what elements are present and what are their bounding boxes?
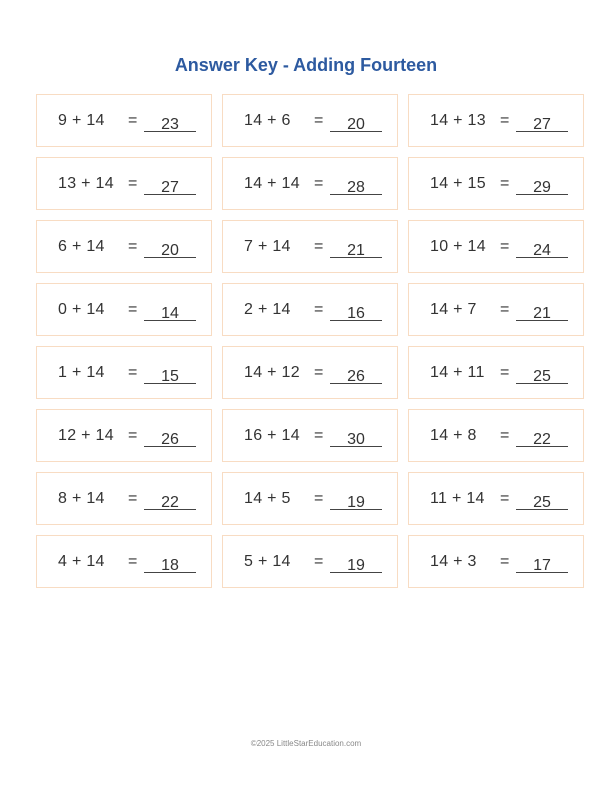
problem-expression-wrap: [425, 175, 505, 193]
page-title: Answer Key - Adding Fourteen: [174, 55, 438, 75]
problem-expression: 14 + 6: [244, 112, 291, 129]
problem-expression-wrap: [53, 301, 133, 319]
equals-sign: =: [128, 301, 138, 318]
problem-expression: 14 + 12: [244, 364, 300, 381]
problem-expression-wrap: [53, 238, 133, 256]
problem-expression-wrap: [53, 553, 133, 571]
problem-cell: [408, 94, 584, 147]
problem-expression: 14 + 5: [244, 490, 291, 507]
equals-sign: =: [500, 175, 510, 192]
problem-expression: 13 + 14: [58, 175, 114, 192]
problem-cell: [36, 409, 212, 462]
equals-sign: =: [314, 301, 324, 318]
equals-sign: =: [314, 364, 324, 381]
problem-cell: [408, 220, 584, 273]
problem-expression-wrap: [425, 301, 505, 319]
problem-cell: [36, 346, 212, 399]
problem-expression: 11 + 14: [430, 490, 485, 507]
problem-expression-wrap: [53, 112, 133, 130]
problem-expression-wrap: [239, 553, 319, 571]
problem-expression-wrap: [239, 238, 319, 256]
problem-cell: [408, 409, 584, 462]
answer-value: 22: [144, 492, 196, 510]
problem-expression: 16 + 14: [244, 427, 300, 444]
equals-sign: =: [314, 112, 324, 129]
problem-cell: [222, 409, 398, 462]
problem-expression: 14 + 7: [430, 301, 477, 318]
equals-sign: =: [500, 427, 510, 444]
answer-value: 25: [516, 366, 568, 384]
problem-expression: 0 + 14: [58, 301, 105, 318]
problem-expression-wrap: [425, 238, 505, 256]
equals-sign: =: [314, 238, 324, 255]
equals-sign: =: [500, 301, 510, 318]
problem-cell: [36, 220, 212, 273]
equals-sign: =: [500, 112, 510, 129]
problem-expression: 14 + 11: [430, 364, 485, 381]
problem-expression-wrap: [239, 175, 319, 193]
problem-cell: [408, 535, 584, 588]
problem-expression-wrap: [53, 175, 133, 193]
problem-expression-wrap: [53, 364, 133, 382]
answer-value: 21: [330, 240, 382, 258]
problem-expression: 12 + 14: [58, 427, 114, 444]
answer-value: 27: [144, 177, 196, 195]
problem-cell: [222, 472, 398, 525]
problem-expression-wrap: [239, 427, 319, 445]
answer-value: 19: [330, 555, 382, 573]
problem-cell: [36, 94, 212, 147]
problem-cell: [408, 283, 584, 336]
problem-expression: 5 + 14: [244, 553, 291, 570]
answer-value: 26: [330, 366, 382, 384]
problem-expression-wrap: [425, 490, 505, 508]
answer-value: 30: [330, 429, 382, 447]
equals-sign: =: [500, 490, 510, 507]
problem-grid: [36, 94, 584, 588]
problem-cell: [222, 220, 398, 273]
equals-sign: =: [128, 364, 138, 381]
problem-expression: 14 + 3: [430, 553, 477, 570]
answer-value: 20: [330, 114, 382, 132]
answer-value: 29: [516, 177, 568, 195]
equals-sign: =: [314, 427, 324, 444]
problem-cell: [408, 472, 584, 525]
answer-value: 28: [330, 177, 382, 195]
answer-value: 21: [516, 303, 568, 321]
problem-expression-wrap: [239, 301, 319, 319]
answer-value: 19: [330, 492, 382, 510]
problem-cell: [222, 94, 398, 147]
problem-expression-wrap: [239, 490, 319, 508]
equals-sign: =: [314, 490, 324, 507]
equals-sign: =: [128, 238, 138, 255]
answer-value: 18: [144, 555, 196, 573]
problem-expression: 14 + 15: [430, 175, 486, 192]
problem-expression: 14 + 13: [430, 112, 486, 129]
answer-value: 24: [516, 240, 568, 258]
problem-expression: 8 + 14: [58, 490, 105, 507]
equals-sign: =: [128, 175, 138, 192]
problem-cell: [36, 535, 212, 588]
problem-expression: 14 + 14: [244, 175, 300, 192]
problem-cell: [36, 283, 212, 336]
problem-expression: 10 + 14: [430, 238, 486, 255]
problem-expression: 4 + 14: [58, 553, 105, 570]
answer-value: 14: [144, 303, 196, 321]
problem-expression: 6 + 14: [58, 238, 105, 255]
equals-sign: =: [500, 238, 510, 255]
copyright-footer: ©2025 LittleStarEducation.com: [250, 739, 362, 748]
problem-cell: [222, 157, 398, 210]
answer-value: 25: [516, 492, 568, 510]
problem-expression-wrap: [425, 112, 505, 130]
answer-value: 23: [144, 114, 196, 132]
equals-sign: =: [314, 175, 324, 192]
problem-expression-wrap: [239, 364, 319, 382]
equals-sign: =: [314, 553, 324, 570]
equals-sign: =: [128, 553, 138, 570]
problem-cell: [222, 283, 398, 336]
equals-sign: =: [128, 490, 138, 507]
equals-sign: =: [128, 427, 138, 444]
answer-value: 15: [144, 366, 196, 384]
problem-expression: 7 + 14: [244, 238, 291, 255]
problem-cell: [408, 346, 584, 399]
problem-expression: 1 + 14: [58, 364, 105, 381]
equals-sign: =: [500, 364, 510, 381]
problem-expression: 14 + 8: [430, 427, 477, 444]
problem-cell: [222, 346, 398, 399]
problem-expression-wrap: [425, 364, 505, 382]
answer-value: 20: [144, 240, 196, 258]
problem-cell: [222, 535, 398, 588]
problem-cell: [408, 157, 584, 210]
equals-sign: =: [500, 553, 510, 570]
problem-cell: [36, 157, 212, 210]
problem-expression: 2 + 14: [244, 301, 291, 318]
answer-value: 27: [516, 114, 568, 132]
problem-expression-wrap: [425, 553, 505, 571]
problem-expression-wrap: [425, 427, 505, 445]
answer-value: 22: [516, 429, 568, 447]
answer-value: 26: [144, 429, 196, 447]
problem-expression: 9 + 14: [58, 112, 105, 129]
problem-expression-wrap: [53, 427, 133, 445]
answer-value: 16: [330, 303, 382, 321]
problem-expression-wrap: [239, 112, 319, 130]
problem-expression-wrap: [53, 490, 133, 508]
problem-cell: [36, 472, 212, 525]
answer-value: 17: [516, 555, 568, 573]
equals-sign: =: [128, 112, 138, 129]
